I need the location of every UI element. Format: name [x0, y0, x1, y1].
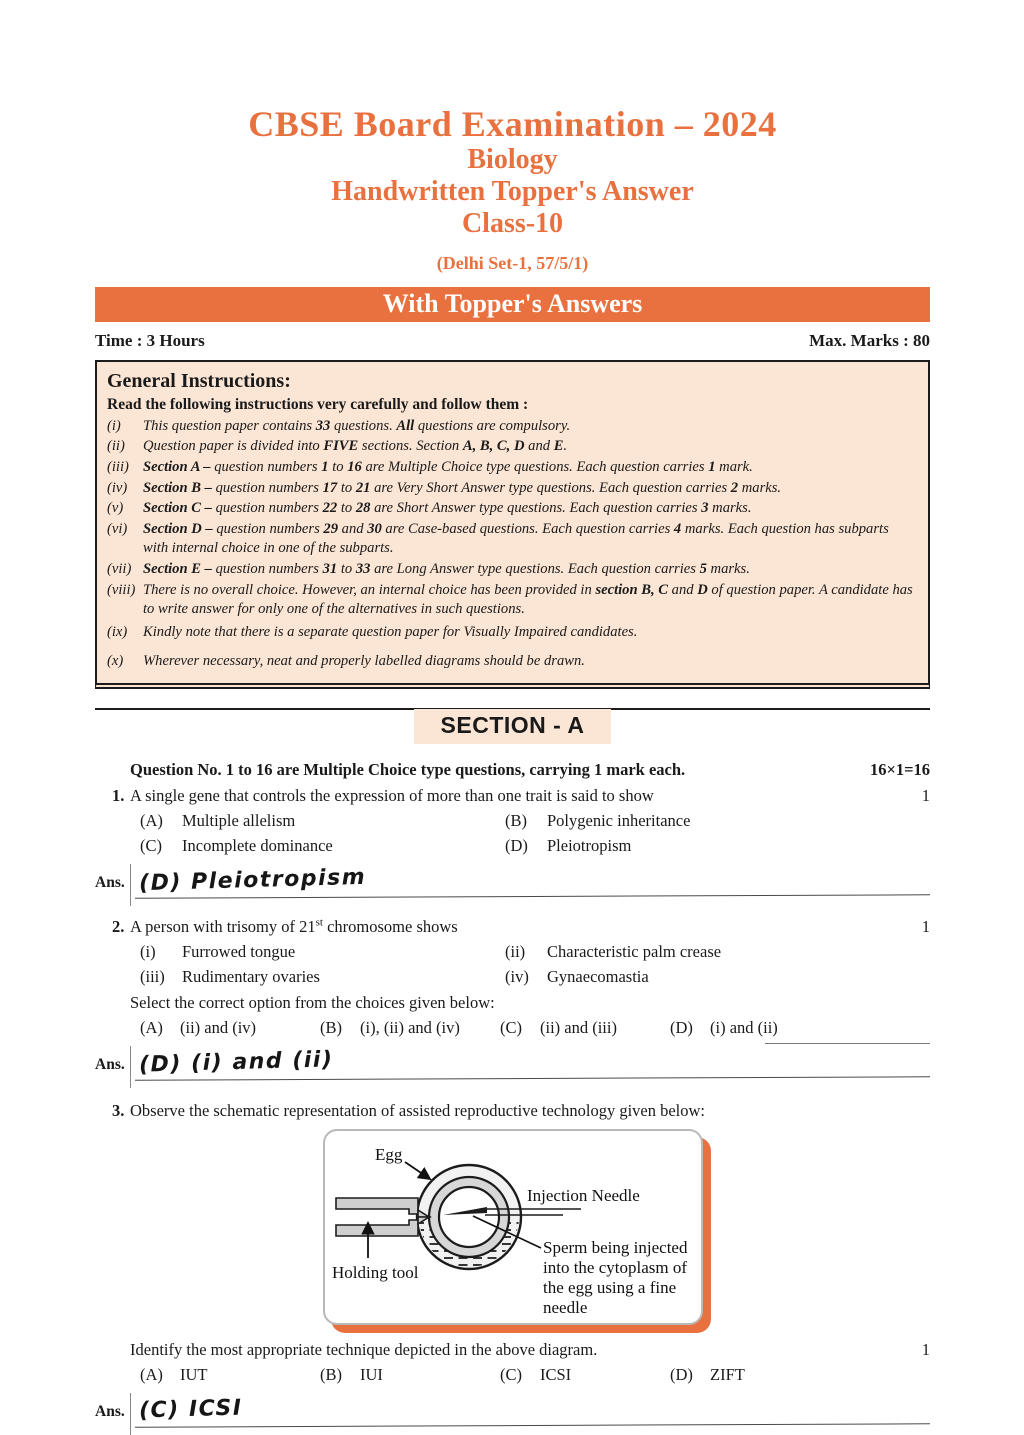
question-2-text-a: A person with trisomy of 21 [130, 917, 316, 937]
instruction-number: (ii) [107, 438, 125, 455]
instruction-number: (i) [107, 417, 121, 434]
question-2-text-b: chromosome shows [322, 917, 458, 937]
instruction-number: (v) [107, 500, 124, 517]
instruction-item [107, 623, 916, 642]
choice-b-text: IUI [360, 1365, 383, 1385]
answer-1-label: Ans. [95, 874, 125, 892]
item-i-label: (i) [140, 942, 156, 962]
header [95, 104, 930, 274]
option-b-text: Polygenic inheritance [547, 811, 691, 831]
egg-label: Egg [374, 1145, 402, 1165]
question-1-options [140, 809, 930, 857]
option-b [505, 809, 930, 832]
answer-2-handwritten: (D) (i) and (ii) [138, 1047, 334, 1079]
instructions-title: General Instructions: [107, 370, 291, 392]
holding-tool-shape [336, 1198, 429, 1236]
injection-needle-label: Injection Needle [526, 1186, 640, 1206]
choice-d-label: (D) [670, 1365, 693, 1385]
instruction-text: Section E – question numbers 31 to 33 are Long Answer type questions. Each question carries 5 marks. [143, 560, 750, 577]
sperm-label-line-4: needle [542, 1298, 587, 1318]
instruction-text: Question paper is divided into FIVE sections. Section A, B, C, D and E. [143, 438, 568, 455]
icsi-diagram [323, 1129, 703, 1325]
instruction-number: (iii) [107, 458, 129, 475]
question-1 [95, 785, 930, 806]
section-a-heading: SECTION - A [414, 709, 612, 744]
select-line-text: Select the correct option from the choices given below: [130, 993, 495, 1013]
option-a [140, 809, 505, 832]
general-instructions-box [95, 360, 930, 689]
item-iii-label: (iii) [140, 967, 165, 987]
answer-2-label: Ans. [95, 1056, 125, 1074]
instruction-text: Wherever necessary, neat and properly labelled diagrams should be drawn. [143, 653, 585, 670]
choice-b [320, 1017, 500, 1039]
choice-d-label: (D) [670, 1018, 693, 1038]
page-title: CBSE Board Examination – 2024 [248, 104, 777, 144]
identify-line-text: Identify the most appropriate technique depicted in the above diagram. [130, 1340, 598, 1360]
question-3-choices [140, 1364, 930, 1386]
choice-c-text: (ii) and (iii) [540, 1018, 617, 1038]
instruction-number: (x) [107, 653, 124, 670]
egg-arrow [405, 1162, 430, 1179]
holding-tool-label: Holding tool [331, 1263, 418, 1283]
answer-3-area [130, 1393, 930, 1435]
choice-a-label: (A) [140, 1018, 163, 1038]
instruction-text: There is no overall choice. However, an internal choice has been provided in section B, C and D of question paper. A candidate has to write answer for only one of the alternatives in such questions. [143, 581, 913, 617]
subtitle: Handwritten Topper's Answer [331, 176, 694, 207]
instruction-item [107, 652, 916, 671]
question-1-text: A single gene that controls the expression of more than one trait is said to show [130, 786, 654, 806]
time-label: Time : 3 Hours [95, 331, 205, 350]
instruction-item [107, 417, 916, 436]
item-iv-text: Gynaecomastia [547, 967, 649, 987]
choice-d [670, 1364, 930, 1386]
set-line: (Delhi Set-1, 57/5/1) [436, 253, 589, 273]
question-3-text: Observe the schematic representation of assisted reproductive technology given below: [130, 1101, 706, 1121]
answer-3-underline [135, 1424, 930, 1428]
answer-1-handwritten: (D) Pleiotropism [138, 865, 367, 897]
item-i [140, 940, 505, 963]
max-marks-label: Max. Marks : 80 [809, 331, 930, 350]
item-i-text: Furrowed tongue [182, 942, 296, 962]
instruction-item [107, 437, 916, 456]
answer-2-underline [135, 1077, 930, 1081]
instruction-number: (ix) [107, 624, 128, 641]
item-ii-text: Characteristic palm crease [547, 942, 722, 962]
answer-3-row [95, 1393, 930, 1435]
instruction-number: (vi) [107, 521, 128, 538]
question-3-identify-row [95, 1339, 930, 1360]
choice-c-text: ICSI [540, 1365, 572, 1385]
mcq-intro-text: Question No. 1 to 16 are Multiple Choice type questions, carrying 1 mark each. [130, 760, 686, 780]
subject-title: Biology [467, 144, 558, 175]
item-ii [505, 940, 930, 963]
answer-3-handwritten: (C) ICSI [138, 1395, 243, 1424]
item-iii [140, 965, 505, 988]
egg-shape [415, 1165, 525, 1269]
option-c-text: Incomplete dominance [182, 836, 333, 856]
class-line: Class-10 [461, 208, 564, 239]
question-2-text [130, 916, 912, 937]
instruction-item [107, 479, 916, 498]
instruction-text: Section B – question numbers 17 to 21 are Very Short Answer type questions. Each question carries 2 marks. [143, 479, 782, 496]
option-c [140, 834, 505, 857]
instruction-item [107, 581, 916, 619]
instruction-number: (vii) [107, 560, 132, 577]
instruction-text: Section A – question numbers 1 to 16 are Multiple Choice type questions. Each question carries 1 mark. [143, 458, 753, 475]
item-iv-label: (iv) [505, 967, 529, 987]
choice-d-text: (i) and (ii) [710, 1018, 778, 1038]
choice-d-trailing-line [765, 1043, 930, 1044]
choice-b [320, 1364, 500, 1386]
instruction-text: Section C – question numbers 22 to 28 are Short Answer type questions. Each question carries 3 marks. [143, 500, 752, 517]
question-2-number: 2. [112, 917, 125, 937]
question-3 [95, 1100, 930, 1121]
question-2 [95, 916, 930, 937]
choice-a-text: IUT [180, 1365, 208, 1385]
question-2-choices [140, 1017, 930, 1039]
choice-b-label: (B) [320, 1365, 342, 1385]
answer-2-area [130, 1046, 930, 1088]
question-2-items [140, 940, 930, 988]
instruction-text: This question paper contains 33 questions. All questions are compulsory. [143, 417, 571, 434]
instruction-item [107, 458, 916, 477]
option-d [505, 834, 930, 857]
choice-b-label: (B) [320, 1018, 342, 1038]
choice-c-label: (C) [500, 1018, 522, 1038]
choice-c [500, 1364, 670, 1386]
instruction-number: (iv) [107, 479, 128, 496]
item-ii-label: (ii) [505, 942, 526, 962]
instruction-item [107, 499, 916, 518]
instructions-list [107, 417, 916, 672]
choice-d-text: ZIFT [710, 1365, 745, 1385]
instruction-number: (viii) [107, 581, 136, 598]
question-2-select-line [95, 992, 930, 1013]
icsi-diagram-svg [325, 1131, 701, 1323]
time-marks-row [95, 331, 930, 351]
icsi-diagram-box [323, 1129, 703, 1325]
choice-a [140, 1017, 320, 1039]
question-1-marks: 1 [921, 786, 930, 806]
sperm-label-line-3: the egg using a fine [542, 1278, 676, 1298]
option-a-label: (A) [140, 811, 163, 831]
question-1-number: 1. [112, 786, 125, 806]
choice-d [670, 1017, 930, 1039]
question-3-marks: 1 [921, 1340, 930, 1360]
mcq-intro-marks: 16×1=16 [869, 760, 930, 780]
choice-a-label: (A) [140, 1365, 163, 1385]
option-c-label: (C) [140, 836, 162, 856]
item-iv [505, 965, 930, 988]
item-iii-text: Rudimentary ovaries [182, 967, 320, 987]
instruction-text: Section D – question numbers 29 and 30 are Case-based questions. Each question carries 4 marks. Each question has subparts with internal choice in one of the subparts. [143, 521, 889, 557]
choice-c [500, 1017, 670, 1039]
answer-1-row [95, 864, 930, 906]
option-b-label: (B) [505, 811, 527, 831]
answer-1-area [130, 864, 930, 906]
toppers-answers-banner: With Topper's Answers [95, 287, 930, 322]
choice-a-text: (ii) and (iv) [180, 1018, 257, 1038]
question-3-number: 3. [112, 1101, 125, 1121]
option-d-text: Pleiotropism [547, 836, 632, 856]
question-2-superscript: st [315, 916, 323, 929]
choice-b-text: (i), (ii) and (iv) [360, 1018, 460, 1038]
instruction-item [107, 520, 916, 558]
option-a-text: Multiple allelism [182, 811, 296, 831]
choice-c-label: (C) [500, 1365, 522, 1385]
sperm-label-line-2: into the cytoplasm of [542, 1258, 687, 1278]
answer-2-row [95, 1046, 930, 1088]
choice-a [140, 1364, 320, 1386]
answer-3-label: Ans. [95, 1403, 125, 1421]
option-d-label: (D) [505, 836, 528, 856]
instructions-subtitle: Read the following instructions very carefully and follow them : [107, 396, 529, 413]
answer-1-underline [135, 895, 930, 899]
question-2-marks: 1 [921, 917, 930, 937]
sperm-label-line-1: Sperm being injected [542, 1238, 687, 1258]
mcq-intro-row [95, 759, 930, 780]
instruction-item [107, 560, 916, 579]
instruction-text: Kindly note that there is a separate question paper for Visually Impaired candidates. [143, 624, 638, 641]
